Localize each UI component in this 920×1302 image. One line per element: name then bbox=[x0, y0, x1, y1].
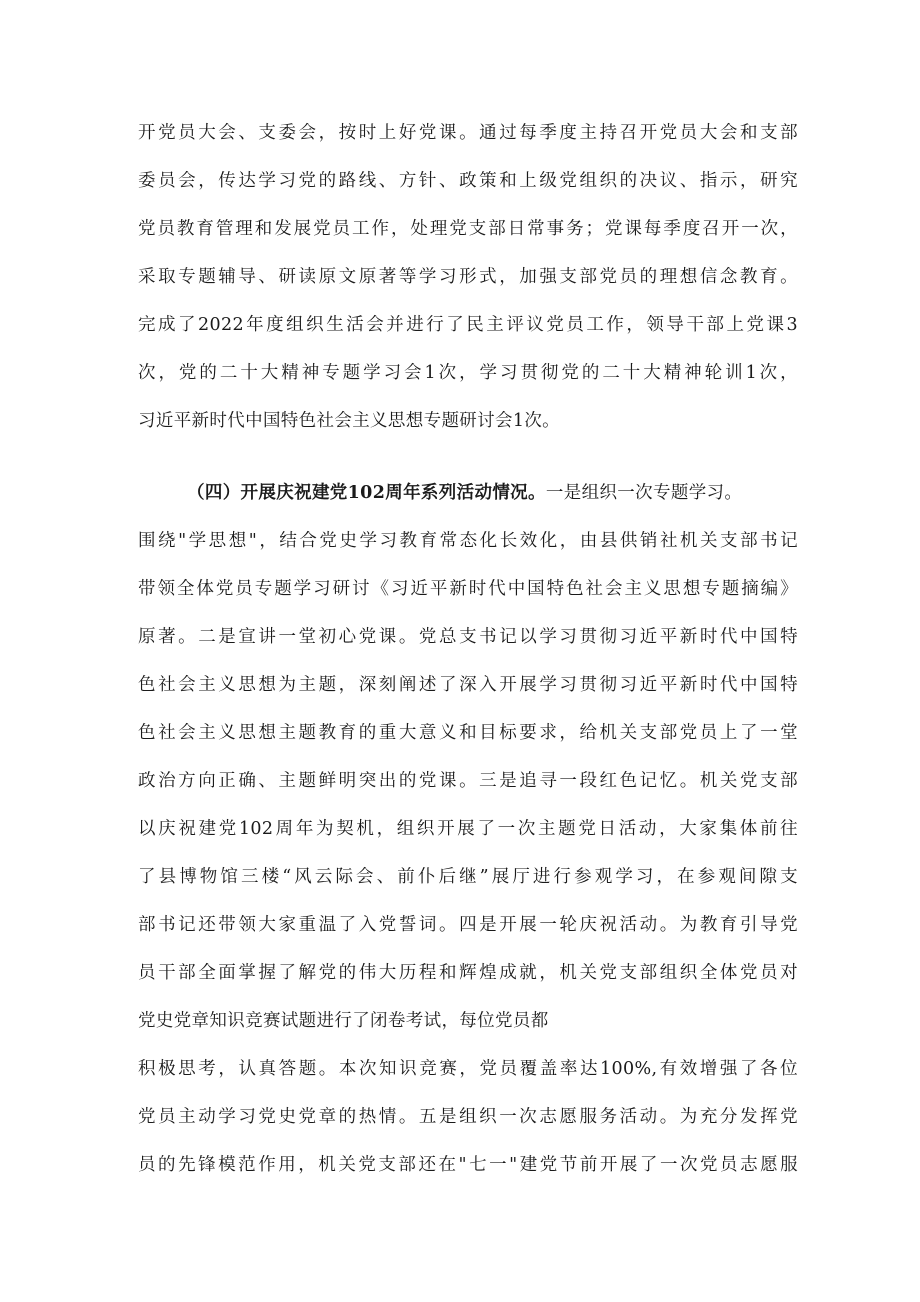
paragraph1-line-6: 次，党的二十大精神专题学习会1次，学习贯彻党的二十大精神轮训1次， bbox=[138, 363, 798, 383]
paragraph1-line-7: 习近平新时代中国特色社会主义思想专题研讨会1次。 bbox=[138, 411, 561, 431]
paragraph1-line-2: 委员会，传达学习党的路线、方针、政策和上级党组织的决议、指示，研究 bbox=[138, 171, 798, 191]
section-heading: （四）开展庆祝建党102周年系列活动情况。 bbox=[187, 483, 546, 503]
paragraph1-line-1: 开党员大会、支委会，按时上好党课。通过每季度主持召开党员大会和支部 bbox=[138, 123, 798, 143]
paragraph1-line-5: 完成了2022年度组织生活会并进行了民主评议党员工作，领导干部上党课3 bbox=[138, 315, 798, 335]
paragraph2-line-5: 色社会主义思想主题教育的重大意义和目标要求，给机关支部党员上了一堂 bbox=[138, 723, 798, 743]
paragraph2-line-13: 党员主动学习党史党章的热情。五是组织一次志愿服务活动。为充分发挥党 bbox=[138, 1107, 798, 1127]
paragraph2-line-6: 政治方向正确、主题鲜明突出的党课。三是追寻一段红色记忆。机关党支部 bbox=[138, 771, 798, 791]
paragraph2-line-14: 员的先锋模范作用，机关党支部还在"七一"建党节前开展了一次党员志愿服 bbox=[138, 1155, 798, 1175]
paragraph2-line-7: 以庆祝建党102周年为契机，组织开展了一次主题党日活动，大家集体前往 bbox=[138, 819, 798, 839]
paragraph2-line-12: 积极思考，认真答题。本次知识竞赛，党员覆盖率达100%,有效增强了各位 bbox=[138, 1059, 798, 1079]
paragraph2-line-2: 带领全体党员专题学习研讨《习近平新时代中国特色社会主义思想专题摘编》 bbox=[138, 579, 798, 599]
paragraph2-first-line-rest: 一是组织一次专题学习。 bbox=[545, 483, 743, 503]
paragraph2-line-9: 部书记还带领大家重温了入党誓词。四是开展一轮庆祝活动。为教育引导党 bbox=[138, 915, 798, 935]
paragraph1-line-3: 党员教育管理和发展党员工作，处理党支部日常事务；党课每季度召开一次， bbox=[138, 219, 798, 239]
paragraph2-line-11: 党史党章知识竞赛试题进行了闭卷考试，每位党员都 bbox=[138, 1011, 549, 1031]
paragraph2-line-3: 原著。二是宣讲一堂初心党课。党总支书记以学习贯彻习近平新时代中国特 bbox=[138, 627, 798, 647]
paragraph2-line-1: 围绕"学思想"，结合党史学习教育常态化长效化，由县供销社机关支部书记 bbox=[138, 531, 798, 551]
paragraph2-line-10: 员干部全面掌握了解党的伟大历程和辉煌成就，机关党支部组织全体党员对 bbox=[138, 963, 798, 983]
paragraph2-line-8: 了县博物馆三楼“风云际会、前仆后继”展厅进行参观学习，在参观间隙支 bbox=[138, 867, 798, 887]
paragraph1-line-4: 采取专题辅导、研读原文原著等学习形式，加强支部党员的理想信念教育。 bbox=[138, 267, 798, 287]
paragraph2-line-4: 色社会主义思想为主题，深刻阐述了深入开展学习贯彻习近平新时代中国特 bbox=[138, 675, 798, 695]
paragraph2-first-line bbox=[187, 481, 798, 505]
